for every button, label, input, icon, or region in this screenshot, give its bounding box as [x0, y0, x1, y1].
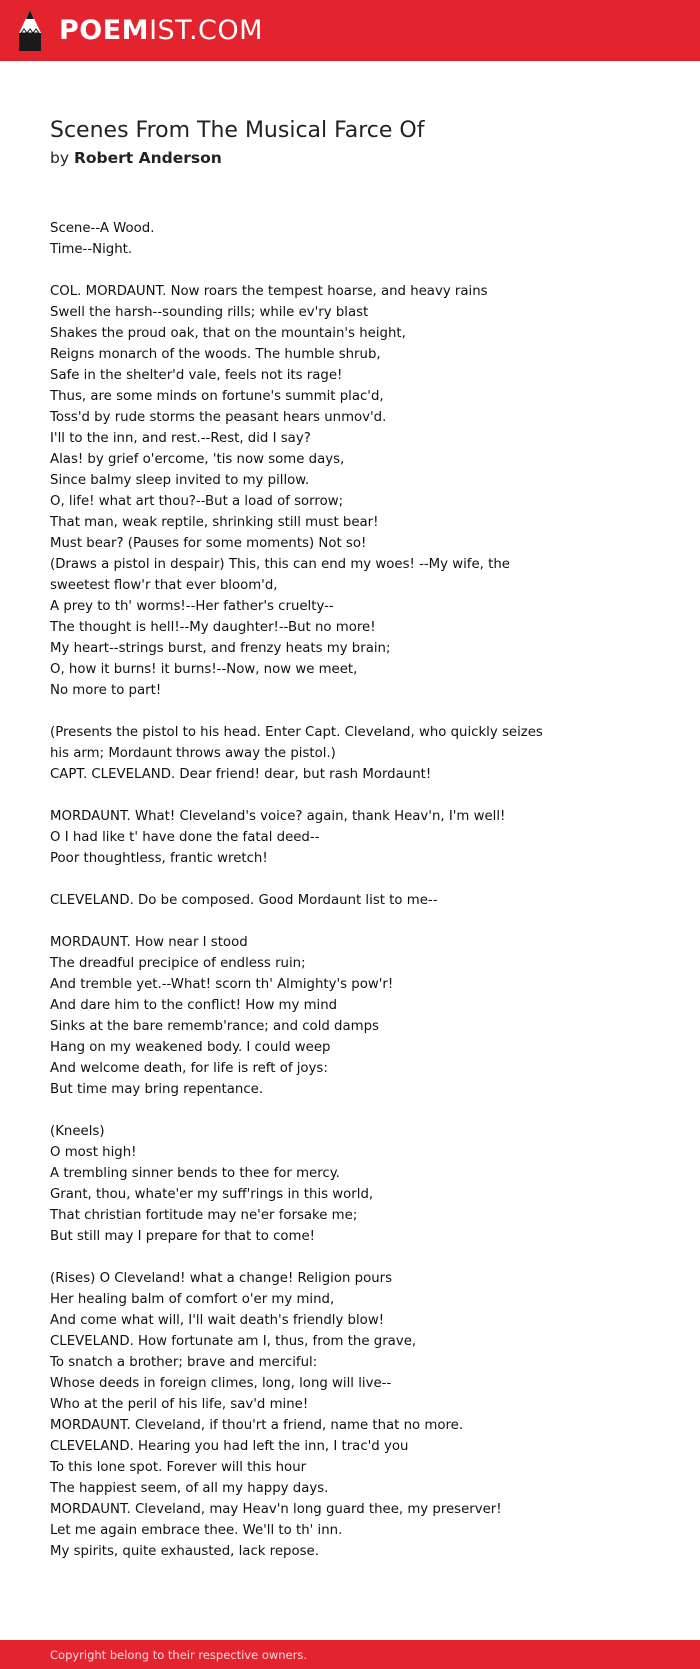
poem-line: No more to part! [50, 683, 162, 698]
poem-line [50, 1247, 665, 1268]
poem-title: Scenes From The Musical Farce Of [50, 118, 425, 143]
site-footer [0, 1640, 700, 1669]
poem-line: COL. MORDAUNT. Now roars the tempest hoarse, and heavy rains [50, 284, 488, 299]
byline [50, 148, 660, 168]
poem-line: Who at the peril of his life, sav'd mine! [50, 1397, 309, 1412]
poem-body [50, 218, 665, 1562]
footer-copyright: Copyright belong to their respective owners. [50, 1648, 308, 1662]
poem-line: O most high! [50, 1145, 137, 1160]
poem-line [50, 701, 665, 722]
site-logo-text [59, 17, 263, 44]
author-link[interactable]: Robert Anderson [73, 149, 222, 167]
site-header [0, 0, 700, 61]
poem-header [50, 117, 660, 168]
poem-line: CLEVELAND. How fortunate am I, thus, from the grave, [50, 1334, 417, 1349]
poem-line: Scene--A Wood. [50, 221, 155, 236]
by-label: by [50, 149, 70, 167]
poem-line: Reigns monarch of the woods. The humble shrub, [50, 347, 381, 362]
poem-line: (Kneels) [50, 1124, 105, 1139]
poem-line: (Draws a pistol in despair) This, this can end my woes! --My wife, the [50, 557, 510, 572]
pencil-icon [19, 10, 41, 51]
poem-line: Whose deeds in foreign climes, long, long will live-- [50, 1376, 392, 1391]
poem-line: MORDAUNT. Cleveland, may Heav'n long guard thee, my preserver! [50, 1502, 502, 1517]
poem-line: My spirits, quite exhausted, lack repose. [50, 1544, 319, 1559]
poem-line: Swell the harsh--sounding rills; while ev'ry blast [50, 305, 369, 320]
logo-text-light: IST.COM [149, 15, 263, 46]
poem-line: The dreadful precipice of endless ruin; [50, 956, 306, 971]
poem-line: Shakes the proud oak, that on the mountain's height, [50, 326, 406, 341]
poem-line: O, how it burns! it burns!--Now, now we meet, [50, 662, 358, 677]
poem-line: To this lone spot. Forever will this hour [50, 1460, 307, 1475]
poem-line: A trembling sinner bends to thee for mercy. [50, 1166, 340, 1181]
poem-line: The happiest seem, of all my happy days. [50, 1481, 329, 1496]
poem-line: And tremble yet.--What! scorn th' Almighty's pow'r! [50, 977, 394, 992]
poem-line: his arm; Mordaunt throws away the pistol.) [50, 746, 336, 761]
poem-line: O I had like t' have done the fatal deed-- [50, 830, 320, 845]
logo-text-bold: POEM [59, 15, 150, 46]
poem-line: Poor thoughtless, frantic wretch! [50, 851, 268, 866]
poem-line: Let me again embrace thee. We'll to th' inn. [50, 1523, 343, 1538]
poem-line: But time may bring repentance. [50, 1082, 264, 1097]
poem-line: Safe in the shelter'd vale, feels not its rage! [50, 368, 343, 383]
poem-line: But still may I prepare for that to come! [50, 1229, 315, 1244]
poem-line: Must bear? (Pauses for some moments) Not so! [50, 536, 367, 551]
poem-line [50, 1100, 665, 1121]
poem-line: Since balmy sleep invited to my pillow. [50, 473, 310, 488]
poem-line: Grant, thou, whate'er my suff'rings in this world, [50, 1187, 374, 1202]
poem-line: CAPT. CLEVELAND. Dear friend! dear, but rash Mordaunt! [50, 767, 432, 782]
poem-line: Hang on my weakened body. I could weep [50, 1040, 331, 1055]
poem-line: Toss'd by rude storms the peasant hears unmov'd. [50, 410, 387, 425]
poem-line: And welcome death, for life is reft of joys: [50, 1061, 328, 1076]
poem-line: CLEVELAND. Hearing you had left the inn, I trac'd you [50, 1439, 409, 1454]
poem-line: MORDAUNT. How near I stood [50, 935, 248, 950]
poem-line: Her healing balm of comfort o'er my mind, [50, 1292, 335, 1307]
poem-line: MORDAUNT. Cleveland, if thou'rt a friend, name that no more. [50, 1418, 464, 1433]
poem-line: MORDAUNT. What! Cleveland's voice? again, thank Heav'n, I'm well! [50, 809, 506, 824]
poem-line: Sinks at the bare rememb'rance; and cold damps [50, 1019, 379, 1034]
poem-line: To snatch a brother; brave and merciful: [50, 1355, 318, 1370]
poem-line: The thought is hell!--My daughter!--But no more! [50, 620, 376, 635]
poem-line: A prey to th' worms!--Her father's cruelty-- [50, 599, 334, 614]
poem-line [50, 785, 665, 806]
poem-line: (Rises) O Cleveland! what a change! Religion pours [50, 1271, 393, 1286]
poem-line: My heart--strings burst, and frenzy heats my brain; [50, 641, 391, 656]
poem-line: Time--Night. [50, 242, 133, 257]
poem-line: That man, weak reptile, shrinking still must bear! [50, 515, 379, 530]
poem-line [50, 869, 665, 890]
poem-line: O, life! what art thou?--But a load of sorrow; [50, 494, 344, 509]
poem-line: I'll to the inn, and rest.--Rest, did I say? [50, 431, 311, 446]
poem-line [50, 911, 665, 932]
poem-line: And dare him to the conflict! How my mind [50, 998, 338, 1013]
site-logo-link[interactable] [19, 10, 263, 51]
poem-line: And come what will, I'll wait death's friendly blow! [50, 1313, 385, 1328]
poem-line: CLEVELAND. Do be composed. Good Mordaunt list to me-- [50, 893, 438, 908]
poem-line: Thus, are some minds on fortune's summit plac'd, [50, 389, 384, 404]
poem-line: That christian fortitude may ne'er forsake me; [50, 1208, 358, 1223]
poem-line: Alas! by grief o'ercome, 'tis now some days, [50, 452, 345, 467]
poem-line [50, 260, 665, 281]
poem-line: sweetest flow'r that ever bloom'd, [50, 578, 278, 593]
poem-line: (Presents the pistol to his head. Enter Capt. Cleveland, who quickly seizes [50, 725, 543, 740]
